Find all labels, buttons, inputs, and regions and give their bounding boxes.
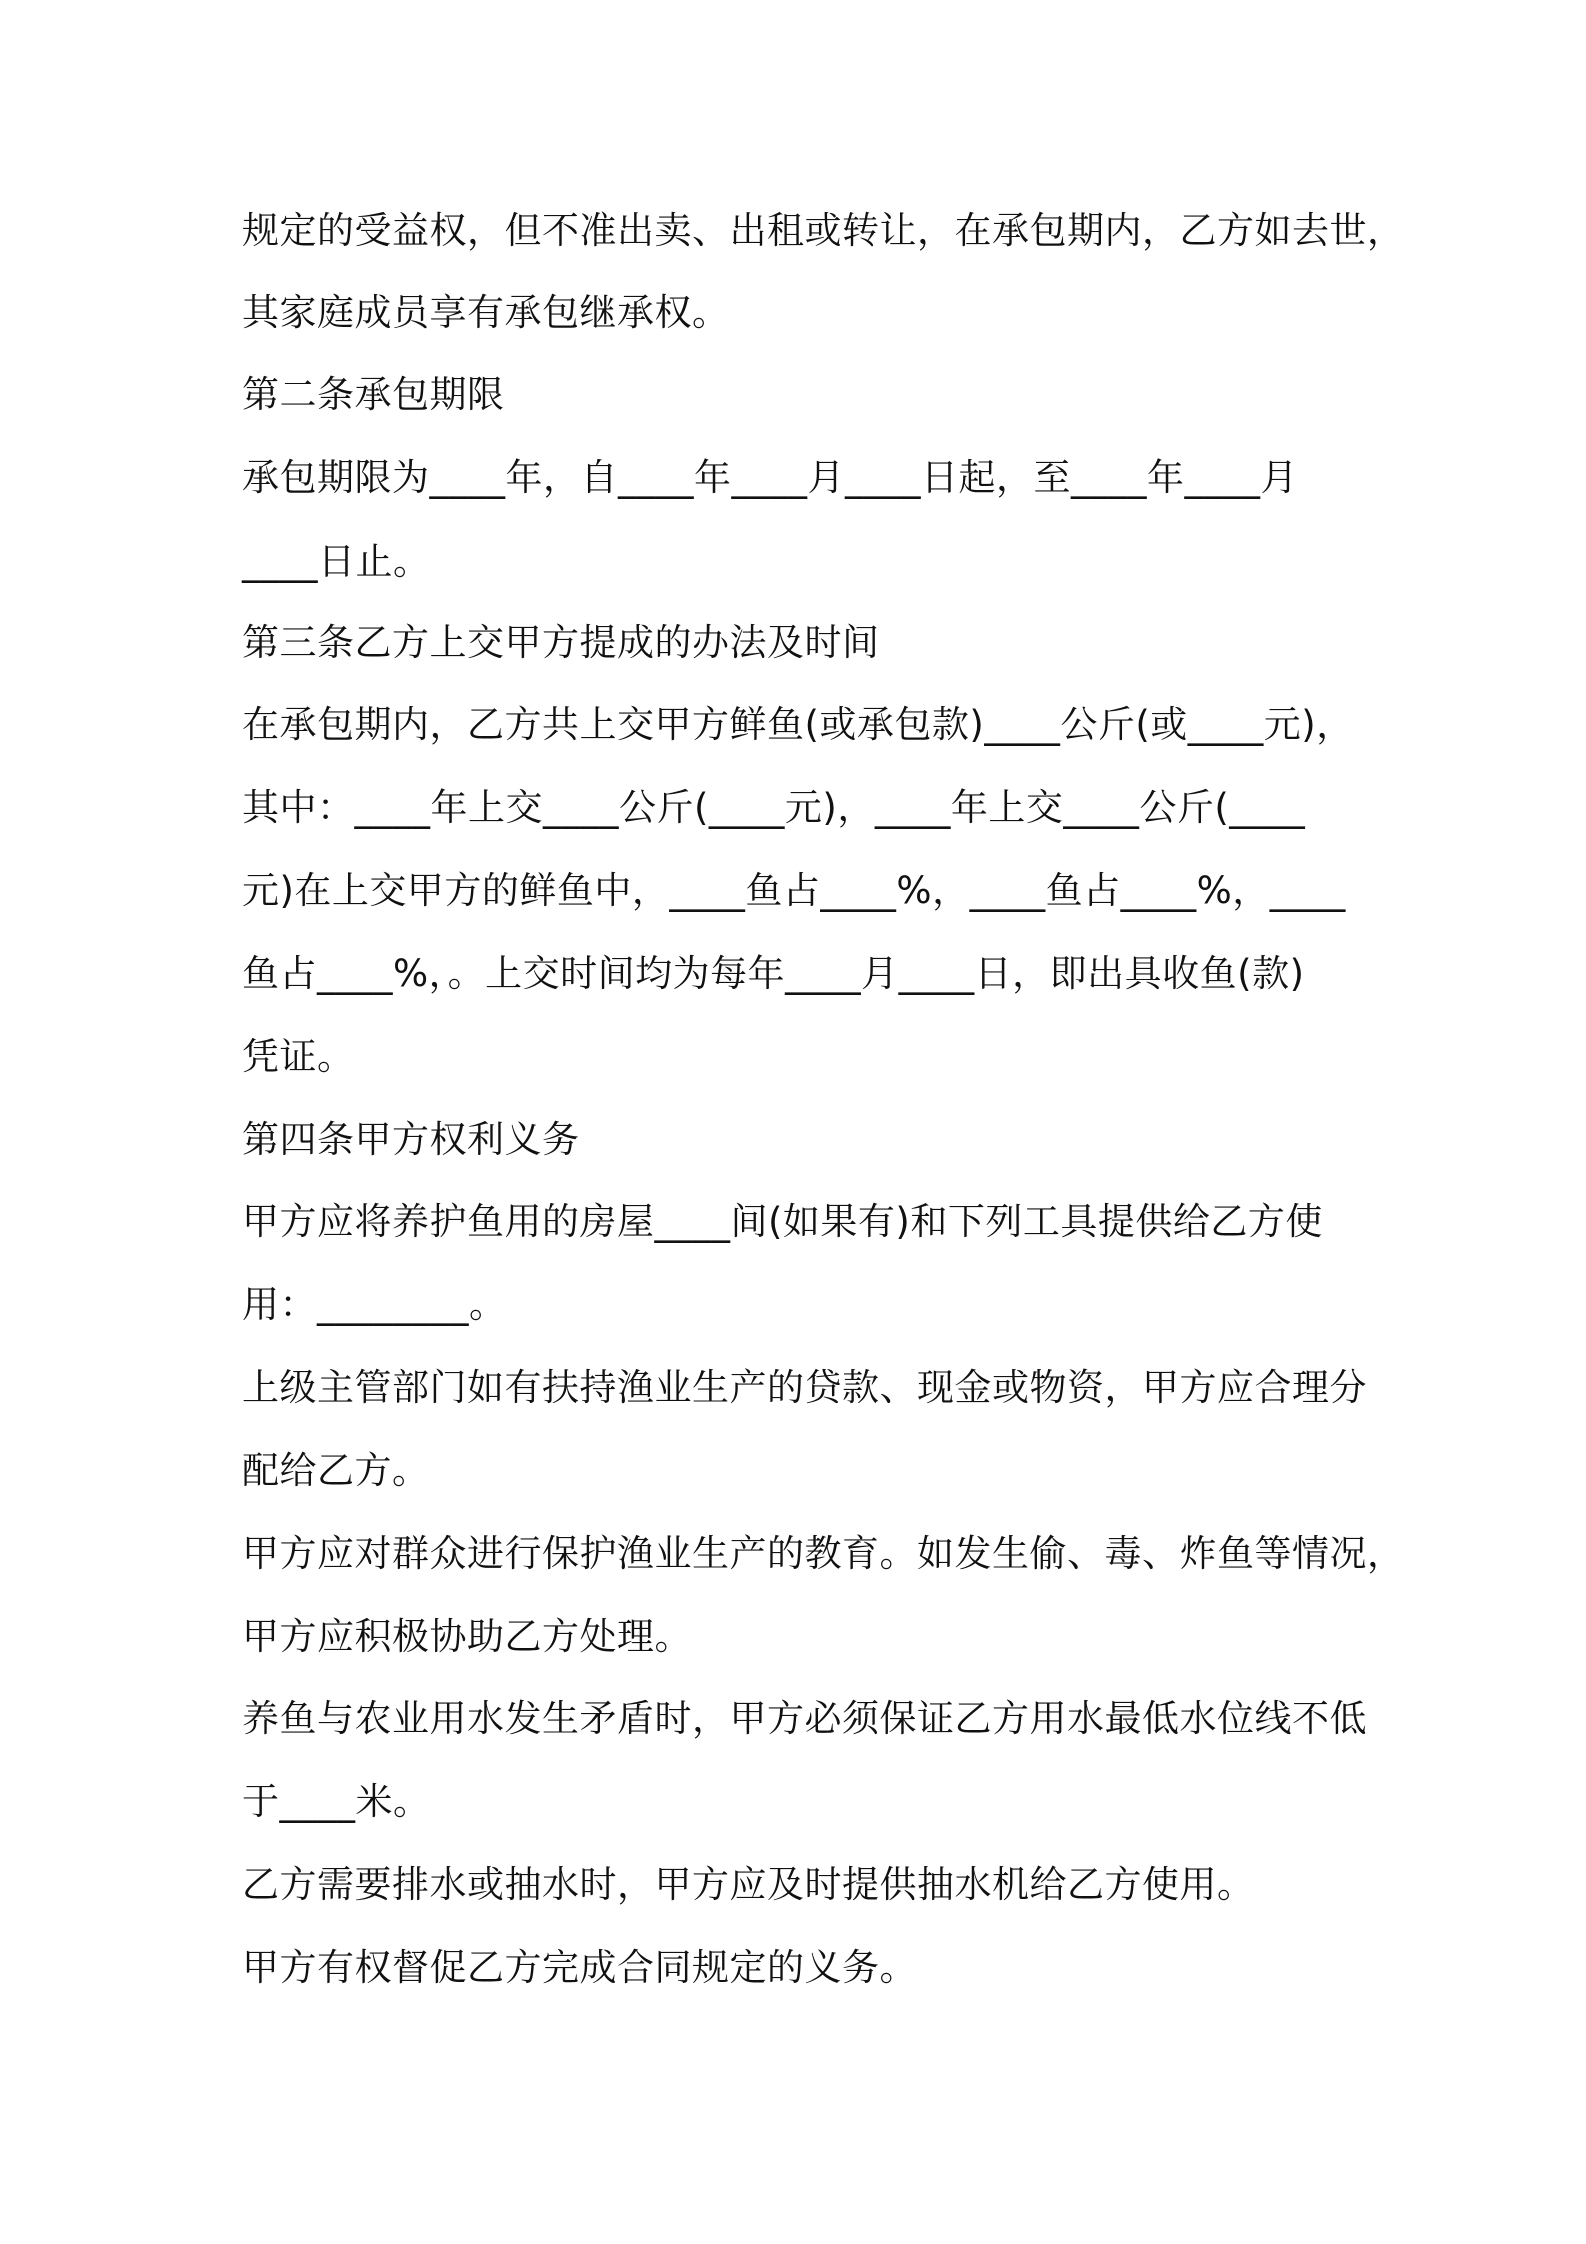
text-line: 其中：____年上交____公斤(____元)，____年上交____公斤(____ [242, 786, 1306, 829]
text-line: 乙方需要排水或抽水时，甲方应及时提供抽水机给乙方使用。 [242, 1863, 1255, 1906]
section-heading: 第三条乙方上交甲方提成的办法及时间 [242, 621, 880, 664]
text-line: ____日止。 [242, 540, 431, 583]
section-heading: 第二条承包期限 [242, 373, 505, 416]
text-line: 鱼占____%，。上交时间均为每年____月____日，即出具收鱼(款) [242, 952, 1305, 995]
text-line: 其家庭成员享有承包继承权。 [242, 291, 730, 334]
text-line: 用：________。 [242, 1283, 507, 1326]
text-line: 在承包期内，乙方共上交甲方鲜鱼(或承包款)____公斤(或____元)， [242, 703, 1354, 746]
text-line: 甲方有权督促乙方完成合同规定的义务。 [242, 1946, 917, 1989]
text-line: 甲方应对群众进行保护渔业生产的教育。如发生偷、毒、炸鱼等情况， [242, 1532, 1405, 1575]
section-heading: 第四条甲方权利义务 [242, 1118, 580, 1161]
text-line: 规定的受益权，但不准出卖、出租或转让，在承包期内，乙方如去世， [242, 209, 1405, 252]
text-line: 配给乙方。 [242, 1449, 430, 1492]
text-line: 甲方应将养护鱼用的房屋____间(如果有)和下列工具提供给乙方使 [242, 1200, 1323, 1243]
text-line: 上级主管部门如有扶持渔业生产的贷款、现金或物资，甲方应合理分 [242, 1366, 1367, 1409]
text-line: 元)在上交甲方的鲜鱼中，____鱼占____%，____鱼占____%，____ [242, 869, 1346, 912]
text-line: 养鱼与农业用水发生矛盾时，甲方必须保证乙方用水最低水位线不低 [242, 1697, 1367, 1740]
text-line: 承包期限为____年，自____年____月____日起，至____年____月 [242, 456, 1298, 499]
text-line: 凭证。 [242, 1035, 355, 1078]
text-line: 于____米。 [242, 1780, 431, 1823]
text-line: 甲方应积极协助乙方处理。 [242, 1615, 692, 1658]
